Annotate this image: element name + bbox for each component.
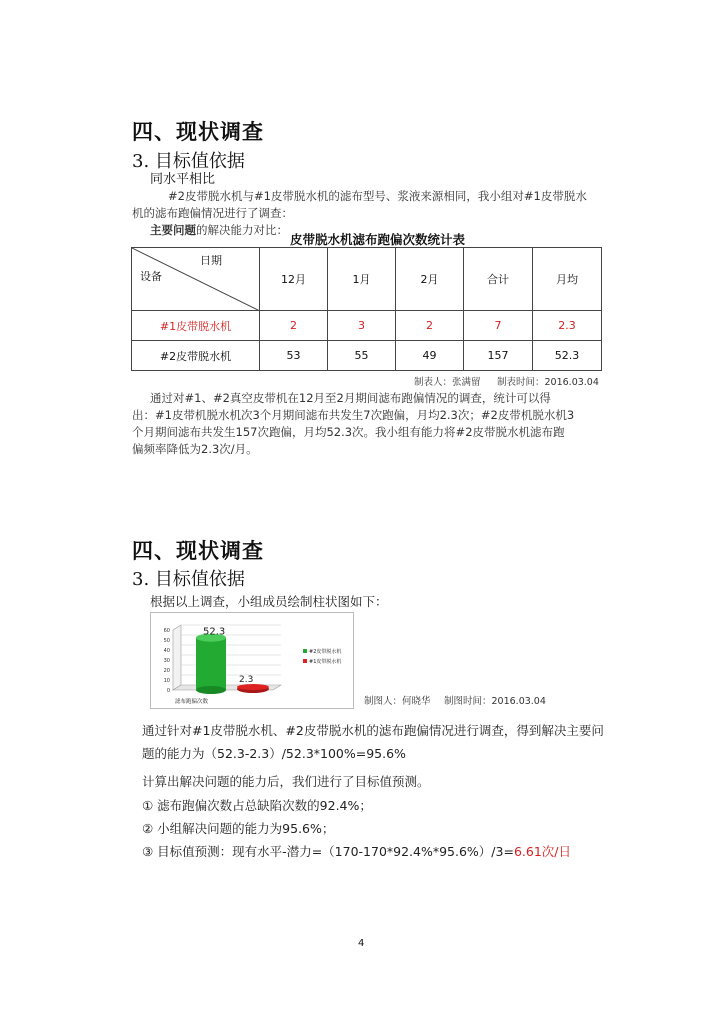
summary-line2: 出：#1皮带机脱水机次3个月期间滤布共发生7次跑偏，月均2.3次；#2皮带机脱水机3 [132, 408, 575, 422]
cell-value: 2 [396, 311, 464, 341]
summary-line1: 通过对#1、#2真空皮带机在12月至2月期间滤布跑偏情况的调查，统计可以得 [150, 391, 551, 405]
col-header: 12月 [260, 248, 328, 311]
cell-value: 2 [260, 311, 328, 341]
col-header: 1月 [328, 248, 396, 311]
row-name: #1皮带脱水机 [132, 311, 260, 341]
section2-heading: 四、现状调查 [132, 539, 264, 563]
chart-data-label: 52.3 [203, 626, 226, 638]
cell-value: 55 [328, 341, 396, 371]
chart-y-tick: 30 [163, 658, 170, 664]
section2-para-line2: 题的能力为（52.3-2.3）/52.3*100%=95.6% [142, 746, 406, 761]
chart-legend-label: #1皮带脱水机 [309, 659, 342, 665]
chart-x-tick: 滤布跑偏次数 [175, 699, 209, 705]
chart-frame [150, 612, 354, 709]
capability-rest: 的解决能力对比： [196, 223, 288, 237]
bar-chart [151, 613, 353, 708]
chart-legend-swatch [303, 659, 307, 663]
summary-line3: 个月期间滤布共发生157次跑偏，月均52.3次。我小组有能力将#2皮带脱水机滤布跑 [132, 425, 565, 439]
item3-result: 6.61次/日 [513, 844, 571, 859]
row-name: #2皮带脱水机 [132, 341, 260, 371]
chart-y-tick: 0 [166, 688, 170, 694]
corner-device-label: 设备 [140, 270, 162, 283]
table-row [132, 341, 602, 371]
col-header: 合计 [464, 248, 533, 311]
chart-bar [196, 638, 226, 690]
cell-value: 2.3 [533, 311, 602, 341]
summary-line4: 偏频率降低为2.3次/月。 [132, 442, 258, 456]
corner-date-label: 日期 [200, 254, 222, 267]
cell-value: 49 [396, 341, 464, 371]
cell-value: 53 [260, 341, 328, 371]
table-header-row [132, 248, 602, 311]
chart-y-tick: 50 [163, 638, 170, 644]
stat-table [131, 247, 602, 371]
chart-legend-swatch [303, 649, 307, 653]
section2-para-line1: 通过针对#1皮带脱水机、#2皮带脱水机的滤布跑偏情况进行调查，得到解决主要问 [142, 723, 604, 738]
chart-y-tick: 60 [163, 628, 170, 634]
chart-maker: 制图人：何晓华 [364, 696, 431, 707]
chart-legend-label: #2皮带脱水机 [309, 649, 342, 655]
list-item: ① 滤布跑偏次数占总缺陷次数的92.4%； [142, 798, 372, 813]
table-title: 皮带脱水机滤布跑偏次数统计表 [290, 232, 466, 247]
cell-value: 3 [328, 311, 396, 341]
col-header: 月均 [533, 248, 602, 311]
chart-y-tick: 20 [163, 668, 170, 674]
list-item-target [142, 842, 571, 860]
table-date: 制表时间：2016.03.04 [497, 377, 599, 388]
chart-data-label: 2.3 [239, 675, 254, 685]
table-corner-cell [132, 248, 260, 311]
chart-intro: 根据以上调查，小组成员绘制柱状图如下： [150, 594, 388, 609]
cell-value: 52.3 [533, 341, 602, 371]
table-maker: 制表人：张满留 [414, 377, 481, 388]
chart-side-wall [173, 625, 181, 690]
section1-subheading: 3. 目标值依据 [132, 151, 245, 172]
cell-value: 7 [464, 311, 533, 341]
para1-line1: #2皮带脱水机与#1皮带脱水机的滤布型号、浆液来源相同，我小组对#1皮带脱水 [168, 189, 587, 203]
section1-heading: 四、现状调查 [132, 120, 264, 144]
chart-date: 制图时间：2016.03.04 [444, 696, 546, 707]
page-number: 4 [358, 938, 365, 949]
para1-line2: 机的滤布跑偏情况进行了调查： [132, 206, 293, 220]
list-item: ② 小组解决问题的能力为95.6%； [142, 821, 335, 836]
peer-label: 同水平相比 [150, 172, 216, 187]
cell-value: 157 [464, 341, 533, 371]
chart-y-tick: 10 [163, 678, 170, 684]
chart-y-tick: 40 [163, 648, 170, 654]
capability-line [150, 222, 288, 238]
calc-intro: 计算出解决问题的能力后，我们进行了目标值预测。 [142, 774, 430, 789]
section2-subheading: 3. 目标值依据 [132, 569, 245, 590]
table-row [132, 311, 602, 341]
chart-bar-base [196, 686, 226, 694]
capability-bold: 主要问题 [150, 223, 196, 237]
col-header: 2月 [396, 248, 464, 311]
item3-prefix: ③ 目标值预测：现有水平-潜力=（170-170*92.4%*95.6%）/3= [142, 844, 514, 859]
